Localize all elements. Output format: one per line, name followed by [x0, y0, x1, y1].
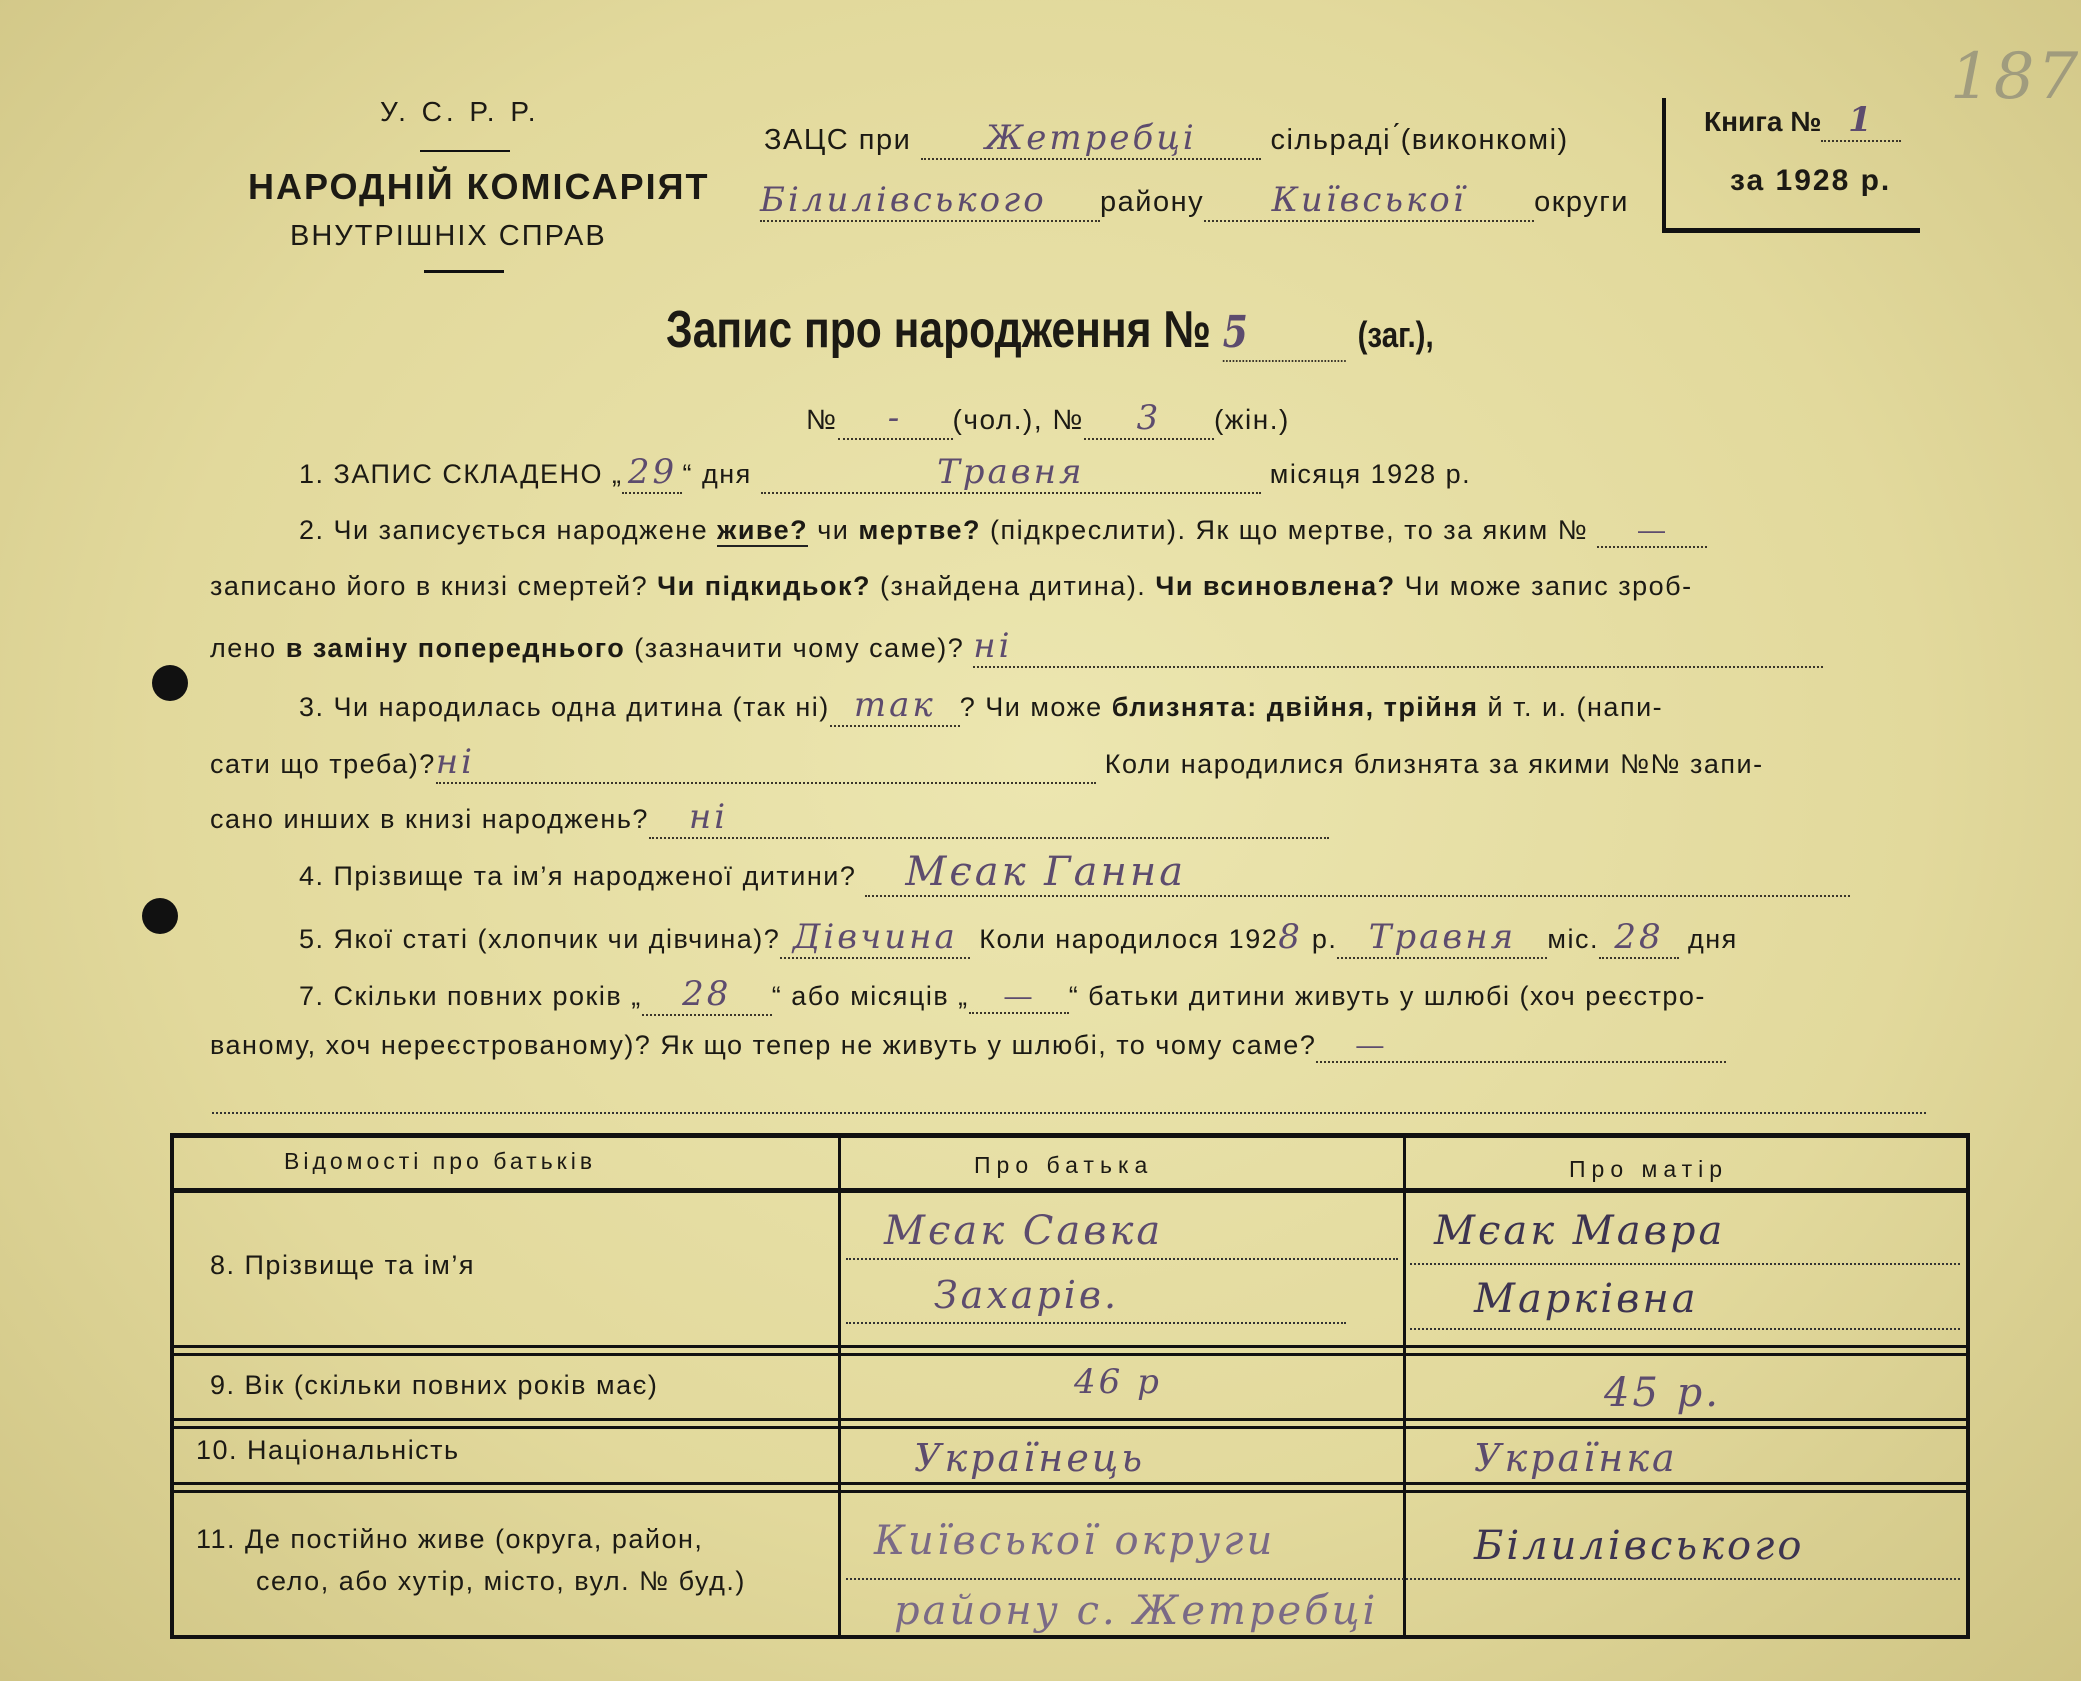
- header-parents: Відомості про батьків: [284, 1148, 597, 1174]
- father-residence-2: району с. Жетребці: [894, 1588, 1379, 1634]
- q2-text: (зазначити чому саме)?: [634, 633, 965, 663]
- q7-text: “ батьки дитини живуть у шлюбі (хоч реєстро-: [1068, 981, 1706, 1011]
- q2-text: чи: [817, 515, 850, 545]
- q3-twins: близнята: двійня, трійня: [1111, 692, 1479, 722]
- birth-month: Травня: [1368, 917, 1517, 957]
- female-label: (жін.): [1213, 404, 1290, 435]
- q3-text: 3. Чи народилась одна дитина (так ні): [299, 692, 830, 722]
- question-3-line-2: [210, 742, 1925, 784]
- punch-hole: [152, 665, 188, 701]
- q5-r: р.: [1311, 924, 1338, 954]
- q3-twins-answer: ні: [435, 742, 476, 782]
- divider: [420, 150, 510, 152]
- question-2-line-3: [210, 626, 1925, 668]
- book-label: Книга №: [1704, 106, 1822, 137]
- no-label: №: [806, 404, 838, 435]
- q2-answer: ні: [973, 626, 1013, 666]
- question-1: [299, 452, 2014, 494]
- okruha-value: Київської: [1271, 180, 1467, 220]
- child-sex: Дівчина: [792, 917, 958, 957]
- question-7-line-2: [210, 1030, 1925, 1063]
- father-patronymic: Захарів.: [934, 1273, 1120, 1317]
- q5-label: 5. Якої статі (хлопчик чи дівчина)?: [299, 924, 781, 954]
- female-number: 3: [1136, 398, 1162, 438]
- male-number: -: [887, 398, 903, 438]
- q3-text: Коли народилися близнята за якими №№ запи-: [1104, 749, 1764, 779]
- q2-foundling: Чи підкидьок?: [657, 571, 872, 601]
- q3-text: ? Чи може: [959, 692, 1103, 722]
- column-divider: [838, 1138, 841, 1638]
- q2-death-number: —: [1637, 515, 1667, 545]
- q3-text: й т. и. (напи-: [1487, 692, 1664, 722]
- book-year: за 1928 р.: [1730, 164, 1892, 197]
- q2-alive: живе?: [717, 515, 809, 545]
- record-title: [666, 300, 1434, 362]
- father-nationality: Українець: [914, 1436, 1146, 1480]
- q2-dead: мертве?: [858, 515, 981, 545]
- q5-mis: міс.: [1547, 924, 1599, 954]
- row-divider: [174, 1345, 1966, 1348]
- republic-label: У. С. Р. Р.: [380, 96, 540, 127]
- q7-text: ваному, хоч нереєстрованому)? Як що тепер не живуть у шлюбі, то чому саме?: [210, 1030, 1317, 1060]
- punch-hole: [142, 898, 178, 934]
- q3-text: сати що треба)?: [210, 749, 436, 779]
- dotted-line: [846, 1322, 1346, 1324]
- row-residence-label: 11. Де постійно живе (округа, район,: [196, 1524, 704, 1554]
- father-name: Мєак Савка: [884, 1208, 1164, 1254]
- mother-patronymic: Марківна: [1474, 1276, 1699, 1322]
- question-2-line-2: [210, 571, 1925, 602]
- header-father: Про батька: [974, 1152, 1154, 1178]
- q1-month: Травня: [937, 452, 1085, 492]
- row-nationality-label: 10. Національність: [196, 1435, 460, 1465]
- book-number-value: 1: [1848, 100, 1875, 140]
- question-5: [299, 917, 2014, 959]
- q2-text: Чи може запис зроб-: [1404, 571, 1693, 601]
- mother-age: 45 р.: [1604, 1370, 1721, 1416]
- office-line-1: [764, 118, 1569, 160]
- q1-day-label: “ дня: [682, 459, 752, 489]
- council-label: сільраді ́(виконкомі): [1270, 124, 1569, 156]
- q7-text: “ або місяців „: [771, 981, 969, 1011]
- q2-adopted: Чи всиновлена?: [1155, 571, 1396, 601]
- q1-suffix: місяця 1928 р.: [1269, 459, 1472, 489]
- mother-nationality: Українка: [1474, 1436, 1678, 1480]
- row-residence-label-2: село, або хутір, місто, вул. № буд.): [256, 1566, 746, 1596]
- title-suffix: (заг.),: [1357, 314, 1434, 355]
- title-text: Запис про народження №: [666, 301, 1211, 359]
- mother-residence-1: Білилівського: [1474, 1523, 1805, 1569]
- header-mother: Про матір: [1569, 1156, 1729, 1182]
- child-name: Мєак Ганна: [905, 849, 1187, 895]
- divider: [424, 270, 504, 273]
- birth-day: 28: [1614, 917, 1664, 957]
- row-divider: [174, 1418, 1966, 1421]
- q1-label: 1. ЗАПИС СКЛАДЕНО „: [299, 459, 623, 489]
- dotted-line: [846, 1258, 1398, 1260]
- dotted-line: [846, 1578, 1960, 1580]
- separation-reason: —: [1356, 1030, 1385, 1060]
- q3-text: сано инших в книзі народжень?: [210, 804, 649, 834]
- department-label: ВНУТРІШНІХ СПРАВ: [290, 220, 607, 252]
- question-4: [299, 849, 2014, 897]
- district-value: Білилівського: [760, 180, 1047, 220]
- row-divider: [174, 1188, 1966, 1193]
- q2-text: (підкреслити). Як що мертве, то за яким №: [989, 515, 1589, 545]
- q4-label: 4. Прізвище та ім’я народженої дитини?: [299, 861, 857, 891]
- village-value: Жетребці: [985, 118, 1197, 158]
- q1-day: 29: [627, 452, 678, 492]
- question-3-line-1: [299, 685, 1925, 727]
- q2-text: 2. Чи записується народжене: [299, 515, 709, 545]
- q5-born-label: Коли народилося 192: [979, 924, 1279, 954]
- parents-table: [170, 1133, 1970, 1639]
- birth-year-digit: 8: [1278, 917, 1303, 957]
- row-name-label: 8. Прізвище та ім’я: [210, 1250, 475, 1280]
- book-box-left: [1662, 98, 1666, 232]
- father-age: 46 р: [1074, 1362, 1162, 1402]
- office-prefix: ЗАЦС при: [764, 124, 912, 156]
- row-age-label: 9. Вік (скільки повних років має): [210, 1370, 659, 1400]
- dotted-line: [1410, 1263, 1960, 1265]
- father-residence-1: Київської округи: [874, 1518, 1276, 1564]
- question-2-line-1: [299, 515, 1925, 548]
- question-3-line-3: [210, 797, 1925, 839]
- book-box-bottom: [1662, 228, 1920, 233]
- q3-single: так: [853, 685, 936, 725]
- male-label: (чол.), №: [952, 404, 1084, 435]
- q2-replace: в заміну попереднього: [285, 633, 626, 663]
- subnumbers: [806, 398, 1290, 440]
- marriage-years: 28: [682, 974, 732, 1014]
- okruha-label: округи: [1534, 186, 1630, 218]
- book-number: [1704, 100, 1901, 142]
- question-7-line-1: [299, 974, 1925, 1016]
- q2-text: лено: [210, 633, 277, 663]
- q2-text: записано його в книзі смертей?: [210, 571, 649, 601]
- dotted-line: [1410, 1328, 1960, 1330]
- q5-day-label: дня: [1688, 924, 1738, 954]
- q3-others-answer: ні: [688, 797, 729, 837]
- q7-text: 7. Скільки повних років „: [299, 981, 642, 1011]
- archive-number: 187: [1950, 40, 2081, 114]
- mother-name: Мєак Мавра: [1434, 1208, 1726, 1254]
- row-divider: [174, 1482, 1966, 1485]
- marriage-months: —: [1004, 981, 1033, 1011]
- record-number: 5: [1222, 307, 1251, 358]
- q2-text: (знайдена дитина).: [880, 571, 1147, 601]
- blank-line: [212, 1112, 1926, 1114]
- office-line-2: [760, 180, 1629, 222]
- commissariat-label: НАРОДНІЙ КОМІСАРІЯТ: [248, 166, 710, 207]
- district-label: району: [1100, 186, 1205, 218]
